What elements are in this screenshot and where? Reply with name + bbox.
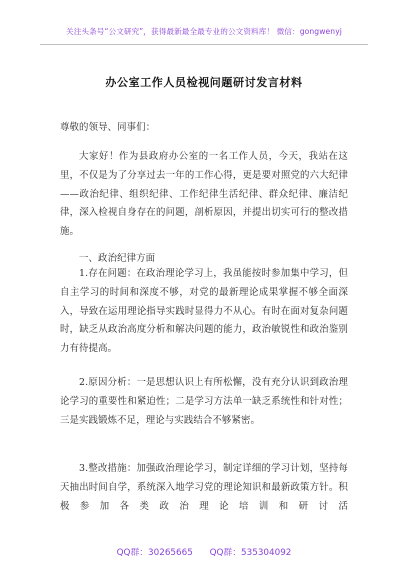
header-divider [40,44,368,45]
point-corrective-measures: 3.整改措施：加强政治理论学习，制定详细的学习计划，坚持每天抽出时间自学，系统深入地学习党的理论知识和最新政策方针。积极参加各类政治理论培训和研讨活 [60,463,348,512]
point-existing-problems: 1.存在问题：在政治理论学习上，我虽能按时参加集中学习，但自主学习的时间和深度不够，对党的最新理论成果掌握不够全面深入，导致在运用理论指导实践时显得力不从心。有时在面对复杂问题时，缺乏从政治高度分析和解决问题的能力，政治敏锐性和政治鉴别力有待提高。 [60,268,348,355]
document-title: 办公室工作人员检视问题研讨发言材料 [105,76,303,89]
header-banner: 关注头条号“公文研究”，获得最新最全最专业的公文资料库！ 微信：gongwenyj [66,27,342,36]
section-heading-political-discipline: 一、政治纪律方面 [79,253,156,264]
point-cause-analysis: 2.原因分析：一是思想认识上有所松懈，没有充分认识到政治理论学习的重要性和紧迫性；二是学习方法单一缺乏系统性和针对性；三是实践锻炼不足，理论与实践结合不够紧密。 [60,377,348,426]
greeting: 尊敬的领导、同事们： [60,122,156,133]
footer-qq-groups: QQ群：30265665 QQ群：535304092 [116,548,292,558]
intro-paragraph: 大家好！作为县政府办公室的一名工作人员，今天，我站在这里，不仅是为了分享过去一年的工作心得，更是要对照党的六大纪律——政治纪律、组织纪律、工作纪律生活纪律、群众纪律、廉洁纪律，深入检视自身存在的问题，剖析原因，并提出切实可行的整改措施。 [60,151,348,238]
